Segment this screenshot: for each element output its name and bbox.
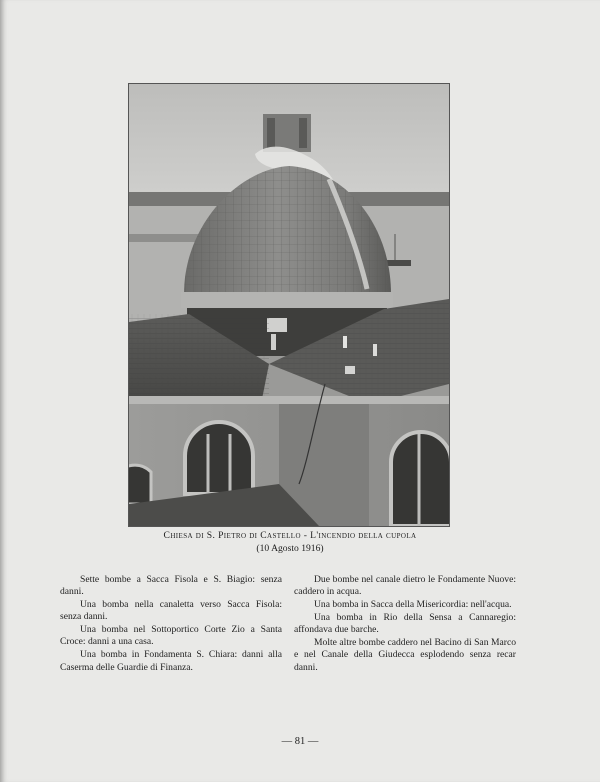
paragraph: Una bomba nella canaletta verso Sacca Fisola: senza danni. xyxy=(60,599,282,623)
photo-caption xyxy=(100,530,480,555)
paragraph: Sette bombe a Sacca Fisola e S. Biagio: senza danni. xyxy=(60,574,282,598)
paragraph: Una bomba in Fondamenta S. Chiara: danni alla Caserma delle Guardie di Finanza. xyxy=(60,649,282,673)
church-dome-photograph xyxy=(128,83,450,527)
paragraph: Due bombe nel canale dietro le Fondamente Nuove: caddero in acqua. xyxy=(294,574,516,598)
paragraph: Una bomba nel Sottoportico Corte Zio a Santa Croce: danni a una casa. xyxy=(60,624,282,648)
paragraph: Una bomba in Rio della Sensa a Cannaregio: affondava due barche. xyxy=(294,611,516,636)
paragraph: Una bomba in Sacca della Misericordia: nell'acqua. xyxy=(314,599,512,611)
paragraph: Molte altre bombe caddero nel Bacino di San Marco e nel Canale della Giudecca esplodendo senza recar danni. xyxy=(294,636,516,673)
caption-date: (10 Agosto 1916) xyxy=(256,542,324,554)
left-text-column xyxy=(60,574,282,674)
page-number: — 81 — xyxy=(281,736,319,747)
right-text-column xyxy=(294,574,516,674)
caption-title: Chiesa di S. Pietro di Castello - L'incendio della cupola xyxy=(163,530,417,541)
